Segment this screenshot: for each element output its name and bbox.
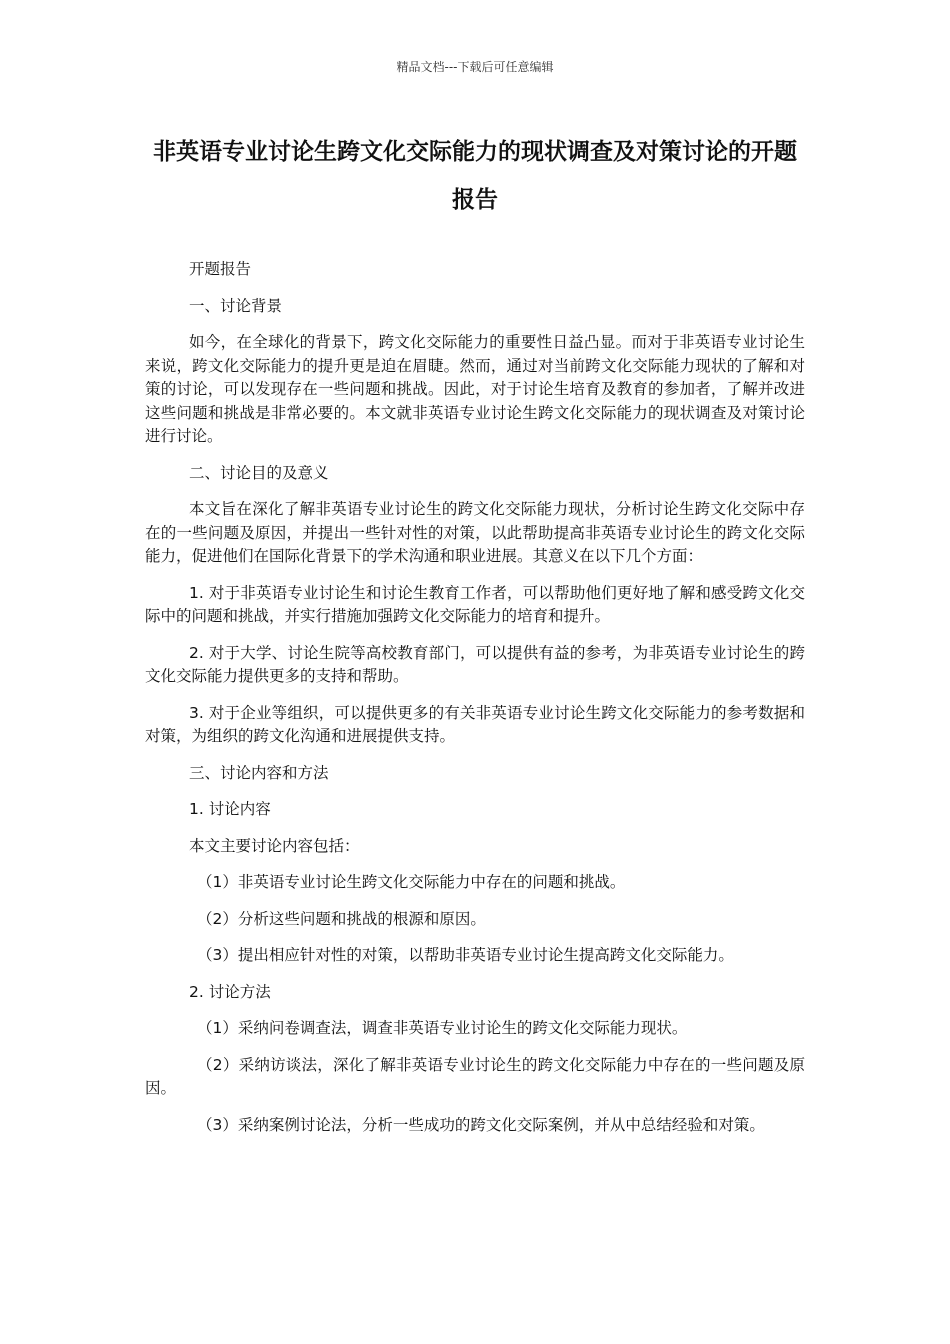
list-item-method-1: （1）采纳问卷调查法，调查非英语专业讨论生的跨文化交际能力现状。 xyxy=(197,1019,688,1037)
paragraph-content-intro: 本文主要讨论内容包括： xyxy=(189,836,360,855)
subheading-content: 1. 讨论内容 xyxy=(189,800,271,818)
list-item-significance-3: 3. 对于企业等组织，可以提供更多的有关非英语专业讨论生跨文化交际能力的参考数据和对策，为组织的跨文化沟通和进展提供支持。 xyxy=(145,703,805,745)
paragraph-purpose: 本文旨在深化了解非英语专业讨论生的跨文化交际能力现状，分析讨论生跨文化交际中存在的一些问题及原因，并提出一些针对性的对策，以此帮助提高非英语专业讨论生的跨文化交际能力，促进他们在国际化背景下的学术沟通和职业进展。其意义在以下几个方面： xyxy=(145,500,805,565)
section-heading-content-method: 三、讨论内容和方法 xyxy=(189,763,329,782)
paragraph-report-label: 开题报告 xyxy=(189,260,252,278)
page-header-note: 精品文档---下载后可任意编辑 xyxy=(396,60,554,74)
section-heading-purpose: 二、讨论目的及意义 xyxy=(189,463,329,482)
document-body xyxy=(145,258,805,1150)
list-item-content-3: （3）提出相应针对性的对策，以帮助非英语专业讨论生提高跨文化交际能力。 xyxy=(197,946,734,964)
list-item-significance-2: 2. 对于大学、讨论生院等高校教育部门，可以提供有益的参考，为非英语专业讨论生的跨文化交际能力提供更多的支持和帮助。 xyxy=(145,643,805,685)
list-item-method-2: （2）采纳访谈法，深化了解非英语专业讨论生的跨文化交际能力中存在的一些问题及原因。 xyxy=(145,1055,805,1097)
list-item-significance-1: 1. 对于非英语专业讨论生和讨论生教育工作者，可以帮助他们更好地了解和感受跨文化交际中的问题和挑战，并实行措施加强跨文化交际能力的培育和提升。 xyxy=(145,583,805,625)
paragraph-background: 如今，在全球化的背景下，跨文化交际能力的重要性日益凸显。而对于非英语专业讨论生来说，跨文化交际能力的提升更是迫在眉睫。然而，通过对当前跨文化交际能力现状的了解和对策的讨论，可以发现存在一些问题和挑战。因此，对于讨论生培育及教育的参加者，了解并改进这些问题和挑战是非常必要的。本文就非英语专业讨论生跨文化交际能力的现状调查及对策讨论进行讨论。 xyxy=(145,333,805,445)
list-item-content-2: （2）分析这些问题和挑战的根源和原因。 xyxy=(197,909,486,928)
subheading-method: 2. 讨论方法 xyxy=(189,982,271,1001)
section-heading-background: 一、讨论背景 xyxy=(189,296,283,315)
list-item-method-3: （3）采纳案例讨论法，分析一些成功的跨文化交际案例，并从中总结经验和对策。 xyxy=(197,1115,765,1134)
document-title: 非英语专业讨论生跨文化交际能力的现状调查及对策讨论的开题报告 xyxy=(153,139,797,213)
list-item-content-1: （1）非英语专业讨论生跨文化交际能力中存在的问题和挑战。 xyxy=(197,873,626,891)
